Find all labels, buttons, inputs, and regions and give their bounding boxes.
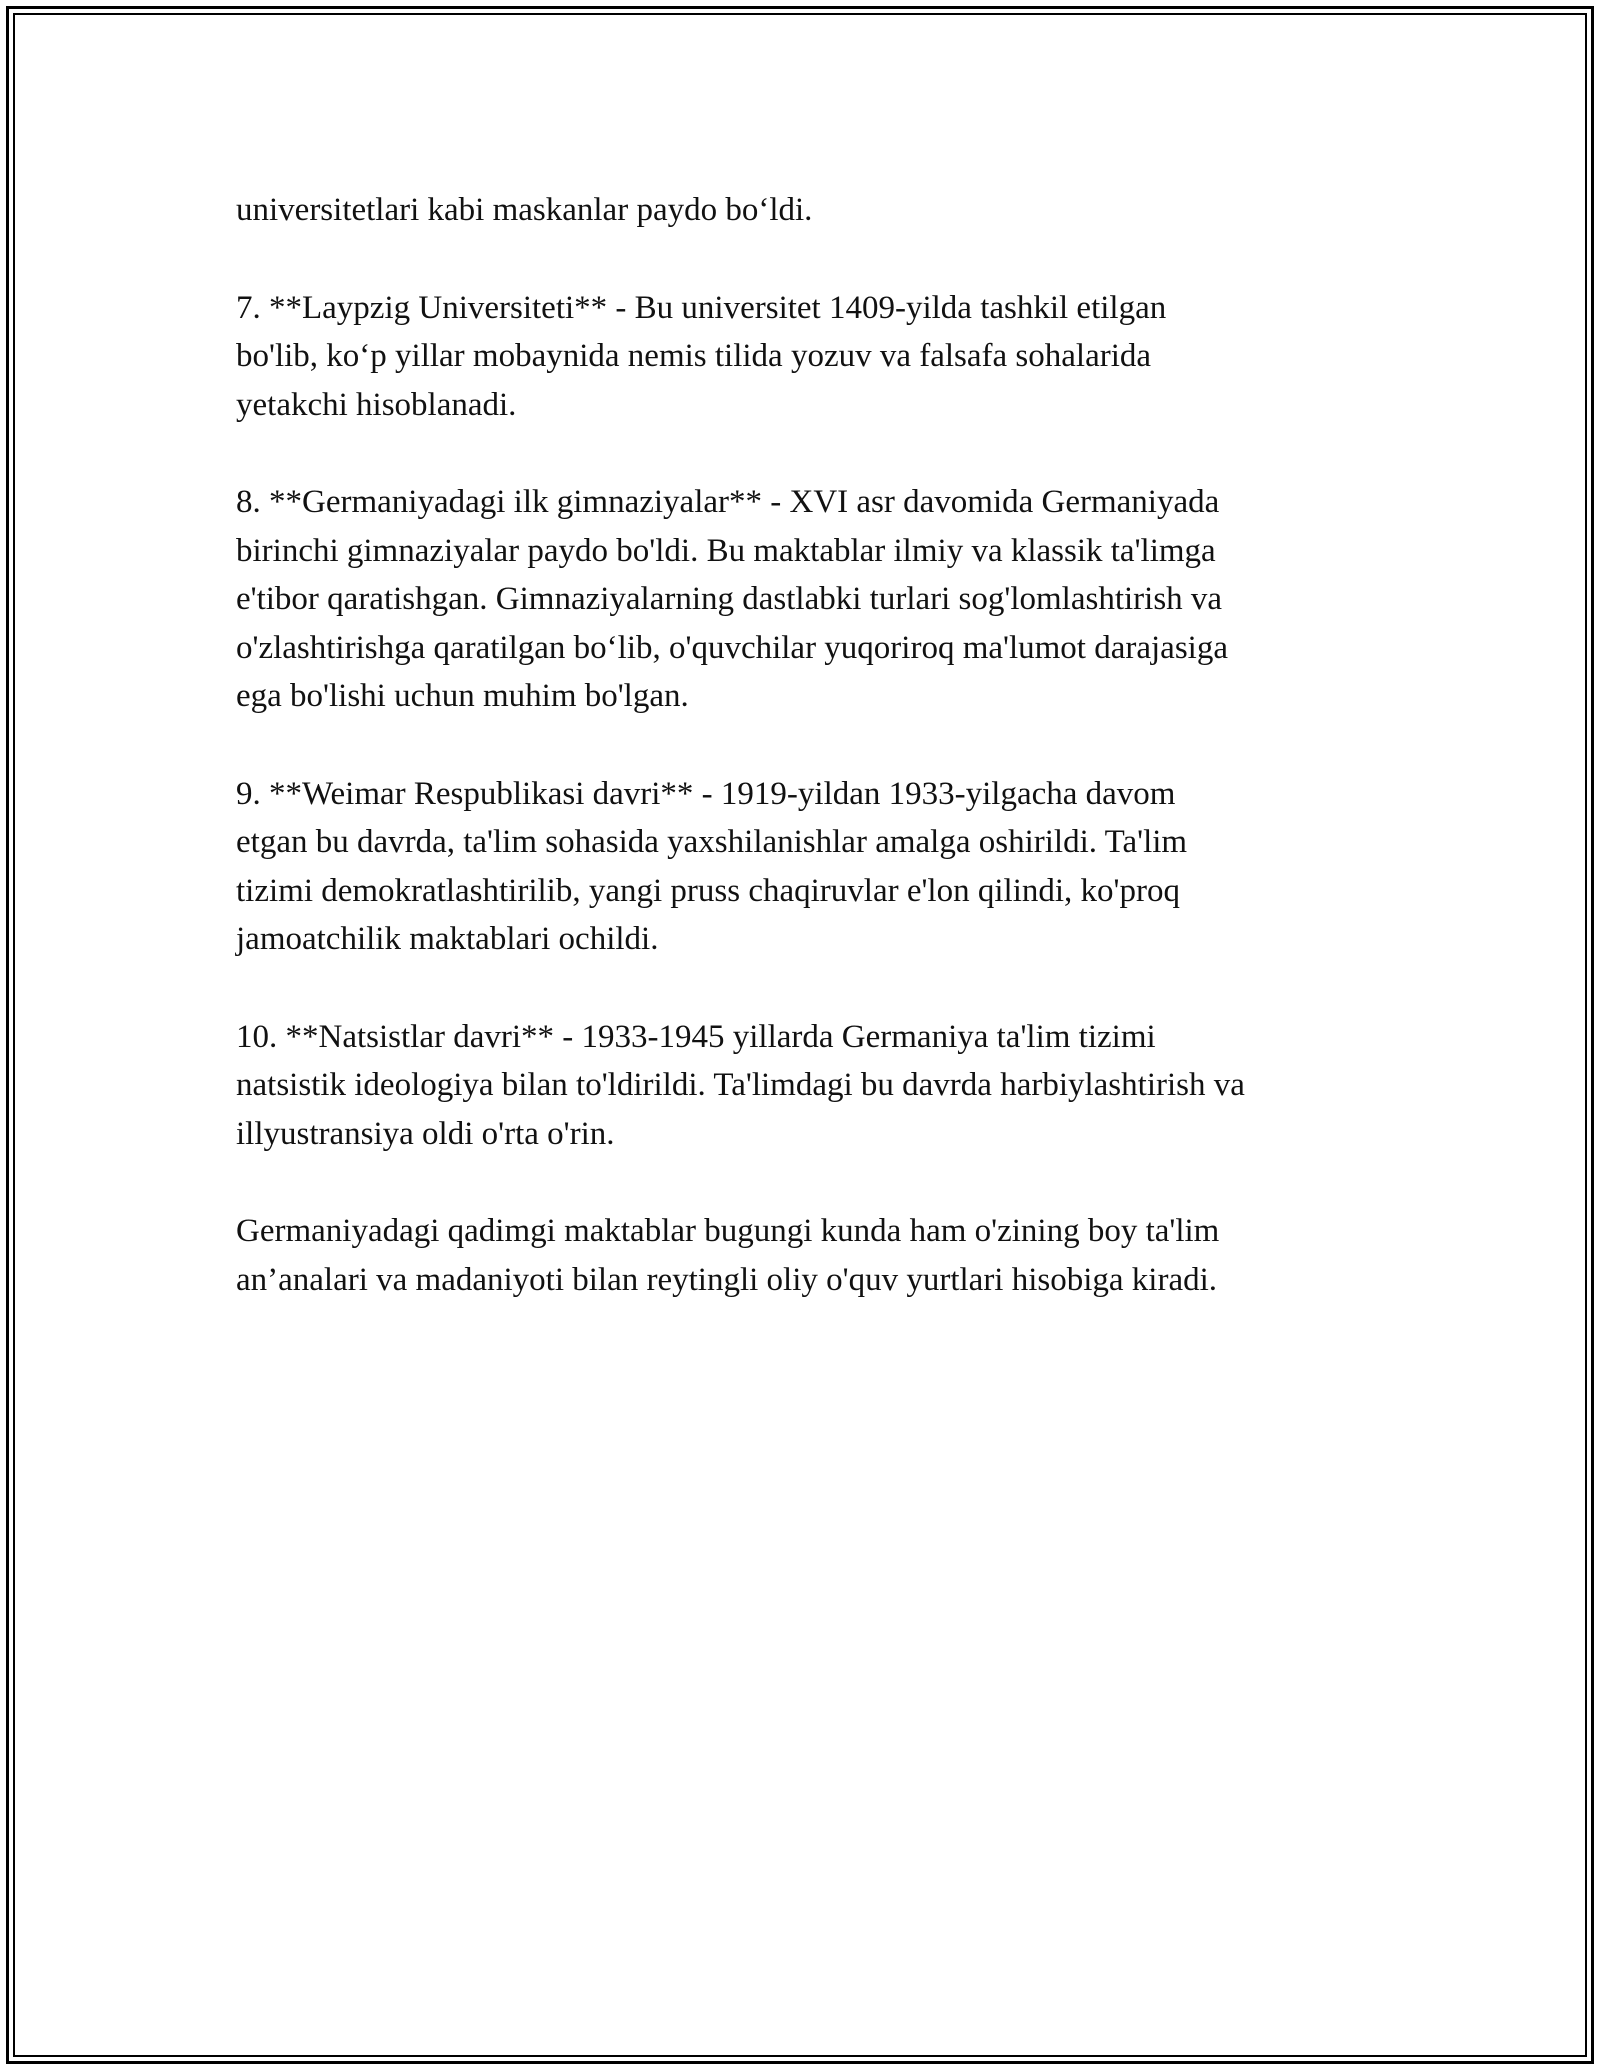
text-line: yetakchi hisoblanadi.	[236, 386, 517, 423]
paragraph-item-7	[236, 284, 1386, 430]
paragraph-item-10	[236, 1013, 1386, 1159]
paragraph-continuation	[236, 186, 1386, 235]
text-line: an’analari va madaniyoti bilan reytingli oliy o'quv yurtlari hisobiga kiradi.	[236, 1261, 1218, 1298]
text-line: illyustransiya oldi o'rta o'rin.	[236, 1115, 615, 1152]
text-line: Germaniyadagi qadimgi maktablar bugungi kunda ham o'zining boy ta'lim	[236, 1213, 1220, 1249]
text-line: e'tibor qaratishgan. Gimnaziyalarning dastlabki turlari sog'lomlashtirish va	[236, 581, 1223, 617]
text-line: o'zlashtirishga qaratilgan bo‘lib, o'quvchilar yuqoriroq ma'lumot darajasiga	[236, 629, 1228, 666]
document-body	[236, 186, 1386, 1353]
text-line: 7. **Laypzig Universiteti** - Bu universitet 1409-yilda tashkil etilgan	[236, 289, 1167, 326]
text-line: birinchi gimnaziyalar paydo bo'ldi. Bu maktablar ilmiy va klassik ta'limga	[236, 532, 1216, 569]
text-line: jamoatchilik maktablari ochildi.	[236, 921, 659, 957]
text-line: universitetlari kabi maskanlar paydo bo‘ldi.	[236, 192, 813, 228]
text-line: etgan bu davrda, ta'lim sohasida yaxshilanishlar amalga oshirildi. Ta'lim	[236, 824, 1188, 860]
text-line: 9. **Weimar Respublikasi davri** - 1919-yildan 1933-yilgacha davom	[236, 775, 1176, 812]
text-line: ega bo'lishi uchun muhim bo'lgan.	[236, 678, 689, 714]
paragraph-item-8	[236, 478, 1386, 721]
text-line: 8. **Germaniyadagi ilk gimnaziyalar** - XVI asr davomida Germaniyada	[236, 484, 1220, 520]
text-line: tizimi demokratlashtirilib, yangi pruss chaqiruvlar e'lon qilindi, ko'proq	[236, 872, 1180, 909]
paragraph-item-9	[236, 770, 1386, 964]
text-line: bo'lib, ko‘p yillar mobaynida nemis tilida yozuv va falsafa sohalarida	[236, 338, 1152, 374]
text-line: 10. **Natsistlar davri** - 1933-1945 yillarda Germaniya ta'lim tizimi	[236, 1018, 1156, 1055]
paragraph-conclusion	[236, 1207, 1386, 1304]
text-line: natsistik ideologiya bilan to'ldirildi. Ta'limdagi bu davrda harbiylashtirish va	[236, 1067, 1245, 1103]
